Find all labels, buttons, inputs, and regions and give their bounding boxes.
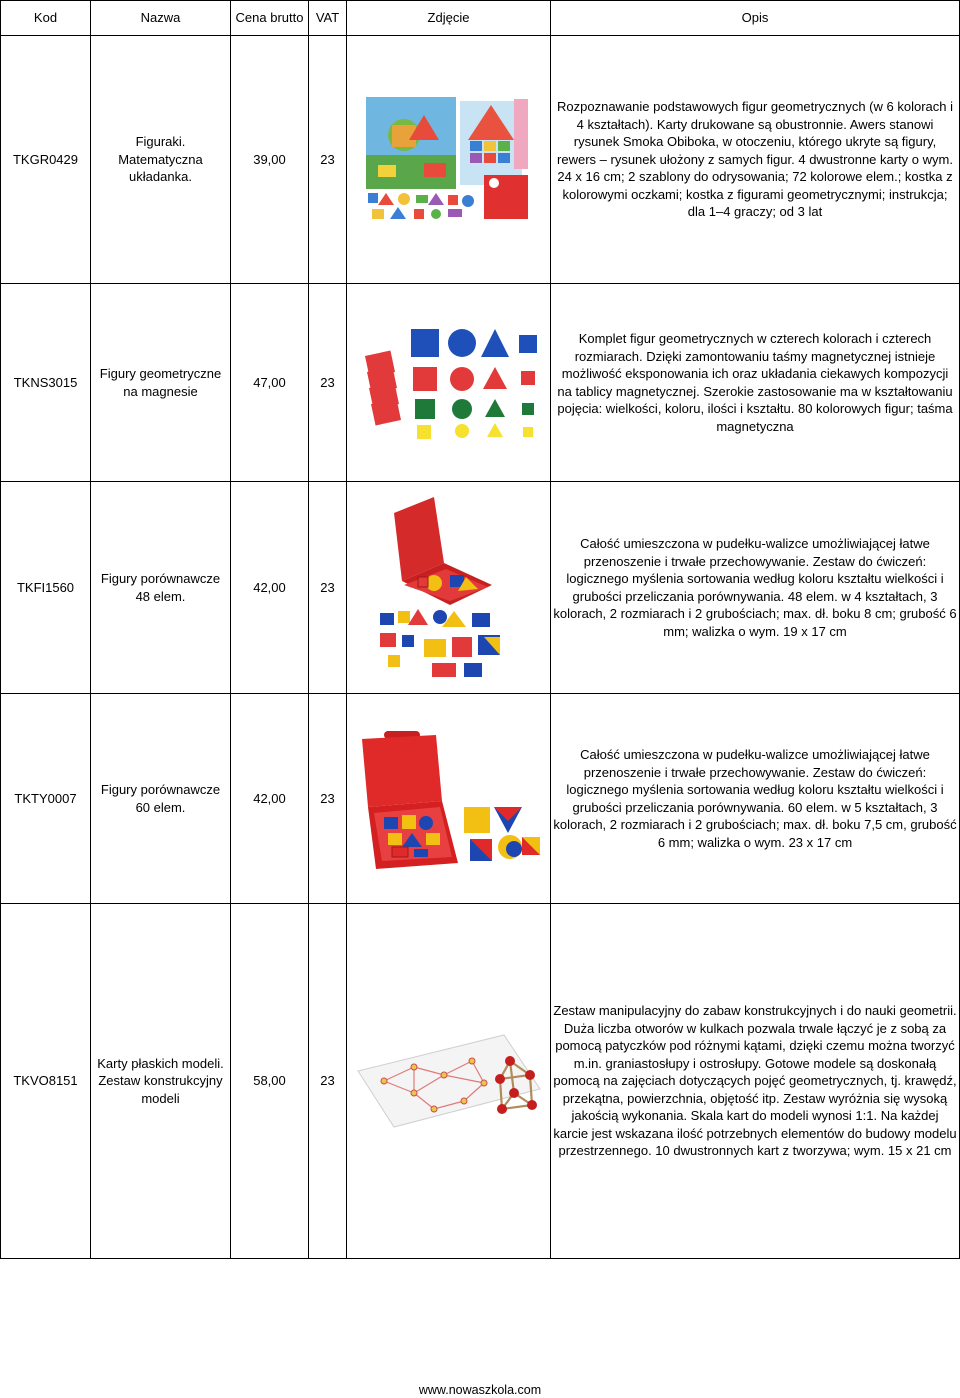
table-row [1,482,960,694]
attribute-blocks-open-case-photo [354,729,544,869]
product-name: Figury geometryczne na magnesie [91,284,231,482]
product-description: Zestaw manipulacyjny do zabaw konstrukcyjnych i do nauki geometrii. Duża liczba otworów w kulkach pozwala trwale łączyć je z sobą za pomocą patyczków pod różnymi kątami, dzięki czemu można tworzyć m.in. graniastosłupy i ostrosłupy. Gotowe modele są doskonałą pomocą na zajęciach dotyczących pojęć geometrycznych, tj. krawędź, przekątna, powierzchnia, objętość itp. Zestaw wyróżnia się wysoką jakością wykonania. Skala kart do modeli wynosi 1:1. Na każdej karcie jest wskazana ilość potrzebnych elementów do budowy modelu przestrzennego. 10 dwustronnych kart z tworzywa; wym. 15 x 21 cm [551,904,960,1259]
product-code: TKFI1560 [1,482,91,694]
product-price: 42,00 [231,482,309,694]
product-photo [347,904,551,1259]
product-description: Całość umieszczona w pudełku-walizce umożliwiającej łatwe przenoszenie i trwałe przechowywanie. Zestaw do ćwiczeń: logicznego myślenia sortowania według koloru kształtu wielkości i grubości przeliczania porównywania. 60 elem. w 5 kształtach, 3 kolorach, 2 rozmiarach i 2 grubościach; max. dł. boku 7,5 cm, grubość 6 mm; walizka o wym. 23 x 17 cm [551,694,960,904]
model-cards-photo [354,1031,544,1131]
table-row [1,36,960,284]
product-description: Całość umieszczona w pudełku-walizce umożliwiającej łatwe przenoszenie i trwałe przechowywanie. Zestaw do ćwiczeń: logicznego myślenia sortowania według koloru kształtu wielkości i grubości przeliczania porównywania. 48 elem. w 4 kształtach, 3 kolorach, 2 rozmiarach i 2 grubościach; max. dł. boku 8 cm; grubość 6 mm; walizka o wym. 19 x 17 cm [551,482,960,694]
product-code: TKTY0007 [1,694,91,904]
magnetic-shapes-photo [359,325,539,440]
product-photo [347,694,551,904]
product-price: 42,00 [231,694,309,904]
table-row [1,284,960,482]
header-price: Cena brutto [231,1,309,36]
table-row [1,694,960,904]
product-vat: 23 [309,482,347,694]
product-price: 58,00 [231,904,309,1259]
product-vat: 23 [309,284,347,482]
footer-url: www.nowaszkola.com [418,1383,542,1397]
product-photo [347,36,551,284]
header-code: Kod [1,1,91,36]
table-row [1,904,960,1259]
product-photo [347,482,551,694]
attribute-blocks-case-photo [374,493,524,683]
puzzle-cards-photo [364,95,534,225]
product-code: TKVO8151 [1,904,91,1259]
product-name: Karty płaskich modeli. Zestaw konstrukcyjny modeli [91,904,231,1259]
header-row [1,1,960,36]
product-price: 47,00 [231,284,309,482]
header-name: Nazwa [91,1,231,36]
product-photo [347,284,551,482]
product-vat: 23 [309,36,347,284]
product-name: Figury porównawcze 60 elem. [91,694,231,904]
product-description: Rozpoznawanie podstawowych figur geometrycznych (w 6 kolorach i 4 kształtach). Karty drukowane są obustronnie. Awers stanowi rysunek Smoka Obiboka, w otoczeniu, którego ukryte są figury, rewers – rysunek ułożony z samych figur. 4 dwustronne karty o wym. 24 x 16 cm; 2 szablony do odrysowania; 72 kolorowe elem.; kostka z kolorowymi oczkami; kostka z figurami geometrycznymi; instrukcja; dla 1–4 graczy; od 3 lat [551,36,960,284]
header-vat: VAT [309,1,347,36]
product-vat: 23 [309,904,347,1259]
product-code: TKNS3015 [1,284,91,482]
header-desc: Opis [551,1,960,36]
product-description: Komplet figur geometrycznych w czterech kolorach i czterech rozmiarach. Dzięki zamontowaniu taśmy magnetycznej istnieje możliwość eksponowania ich oraz układania ciekawych kompozycji na tablicy magnetycznej. Szerokie zastosowanie ma w kształtowaniu pojęcia: wielkości, koloru, ilości i kształtu. 80 kolorowych figur; taśma magnetyczna [551,284,960,482]
product-name: Figury porównawcze 48 elem. [91,482,231,694]
product-code: TKGR0429 [1,36,91,284]
header-photo: Zdjęcie [347,1,551,36]
product-vat: 23 [309,694,347,904]
product-name: Figuraki. Matematyczna układanka. [91,36,231,284]
product-price: 39,00 [231,36,309,284]
